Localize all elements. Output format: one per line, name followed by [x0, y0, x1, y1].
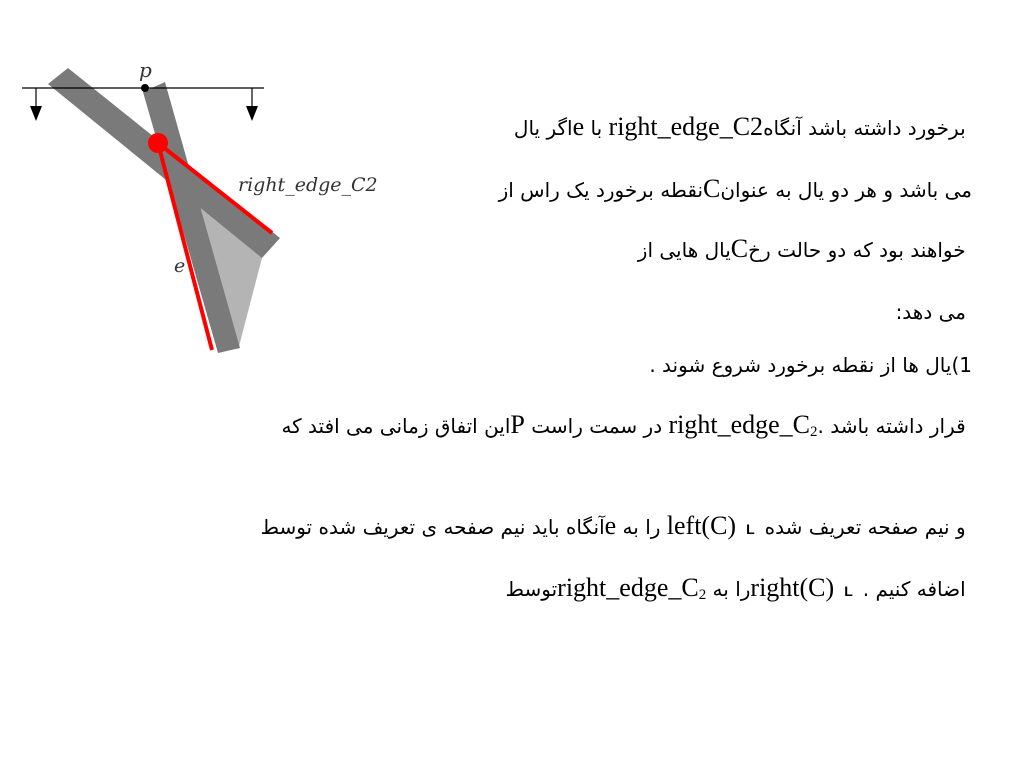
line5: 1)یال ها از نقطه برخورد شروع شوند .	[649, 353, 972, 377]
right-arrow-head	[246, 106, 258, 121]
line1-edge: right_edge_C2	[608, 112, 764, 141]
line7-part2: را به	[616, 515, 667, 539]
label-e: e	[174, 255, 186, 277]
line4: می دهد:	[895, 300, 966, 324]
label-right-edge-c2: right_edge_C2	[238, 174, 378, 196]
line8-L: L	[844, 583, 853, 599]
point-p	[141, 84, 149, 92]
line2-part2: می باشد و هر دو یال به عنوان	[720, 178, 972, 202]
line7-part3: و نیم صفحه تعریف شده	[764, 515, 972, 539]
line1-part3: برخورد داشته باشد آنگاه	[763, 116, 972, 140]
line3-part1: یال هایی از	[631, 238, 731, 262]
line8-part2: را به	[706, 577, 751, 601]
line8-edge-sub: 2	[698, 587, 707, 603]
text-line-1	[508, 114, 972, 141]
line6-p: P	[510, 410, 525, 439]
line3-part2: خواهند بود که دو حالت رخ	[748, 238, 972, 262]
left-arrow-head	[30, 106, 42, 121]
intersection-point	[148, 133, 168, 153]
line7-L: L	[746, 521, 755, 537]
line8-right: right(C)	[750, 573, 835, 602]
line1-part2: با	[584, 116, 609, 140]
line8-part3: اضافه کنیم .	[862, 577, 972, 601]
text-line-8	[499, 575, 972, 608]
line8-edge	[557, 573, 706, 602]
line2-c: C	[703, 174, 721, 203]
line1-e: e	[572, 112, 585, 141]
text-line-7	[254, 513, 972, 542]
line2-part1: نقطه برخورد یک راس از	[498, 178, 704, 202]
line1-part1: اگر یال	[507, 116, 573, 140]
line8-part1: توسط	[499, 577, 558, 601]
line6-edge-sub: 2	[810, 424, 818, 440]
line7-e: e	[604, 511, 617, 540]
text-line-5	[649, 352, 972, 378]
line6-part3: قرار داشته باشد .	[817, 414, 972, 438]
label-p: p	[139, 58, 152, 82]
line6-part2: در سمت راست	[524, 414, 669, 438]
line7-part1: آنگاه باید نیم صفحه ی تعریف شده توسط	[254, 515, 605, 539]
text-line-2	[499, 176, 972, 203]
text-line-6	[275, 412, 972, 445]
intersection-figure	[0, 0, 400, 370]
line8-edge-text: right_edge_C	[557, 573, 699, 602]
text-line-3	[631, 236, 972, 263]
line3-c: C	[730, 234, 749, 263]
line6-edge-text: right_edge_C	[668, 410, 810, 439]
line6-part1: این اتفاق زمانی می افتد که	[275, 414, 511, 438]
line6-edge	[668, 410, 817, 439]
line7-left: left(C)	[666, 511, 737, 540]
text-line-4	[896, 299, 966, 325]
